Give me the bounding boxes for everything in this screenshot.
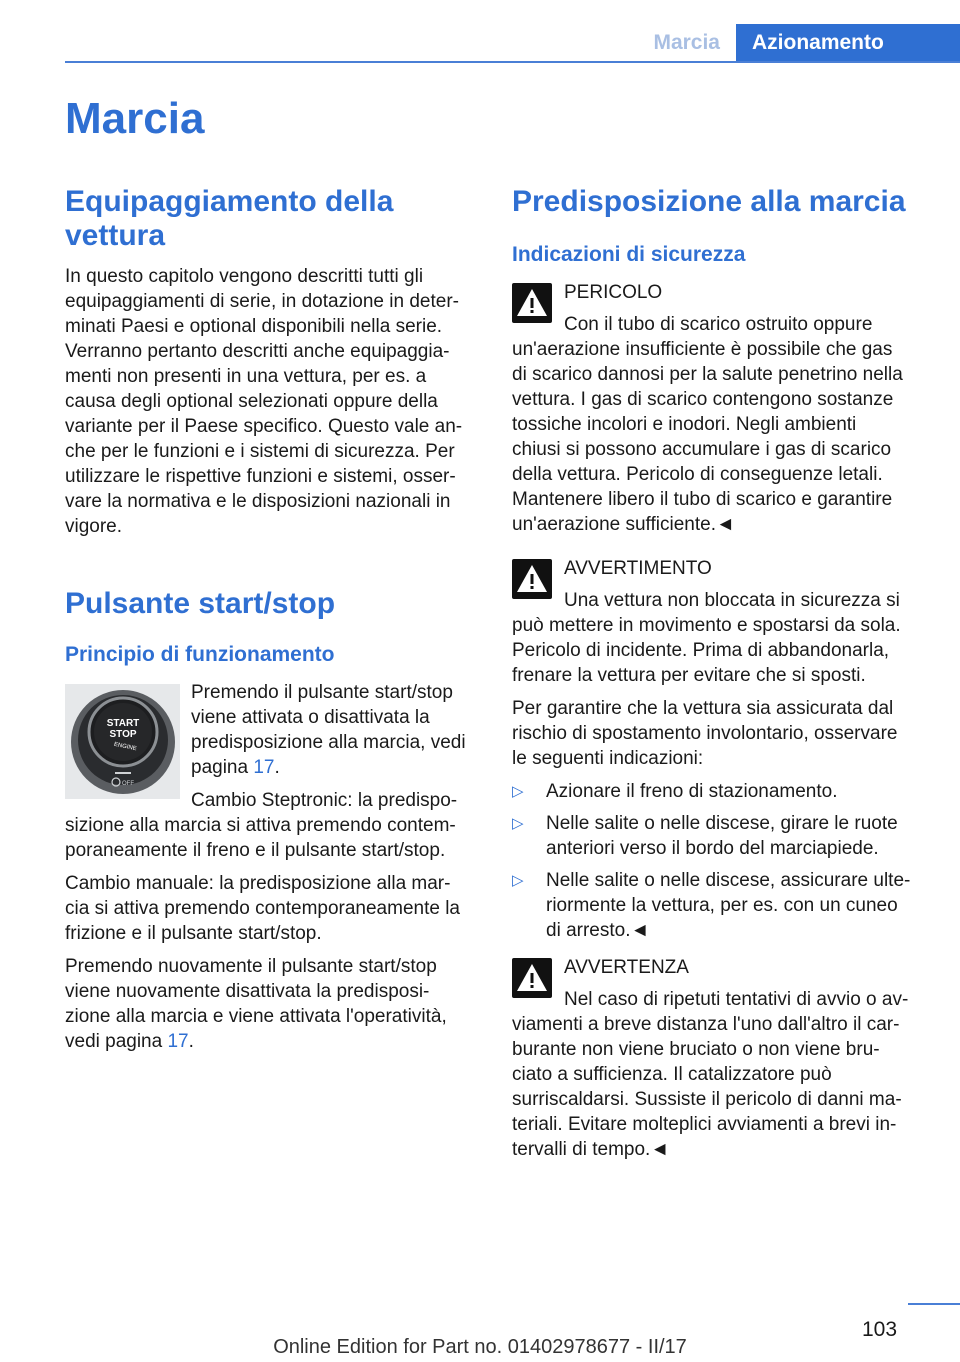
text-line: chiusi si possono accumulare i gas di scarico [512, 439, 892, 460]
page-title: Marcia [65, 94, 205, 143]
text-line: causa degli optional selezionati oppure della [65, 391, 438, 412]
engine-label: ENGINE [113, 741, 138, 753]
page-link-17[interactable]: 17 [167, 1031, 189, 1052]
pericolo-body [512, 337, 928, 537]
text-line: variante per il Paese specifico. Questo vale an‐ [65, 416, 463, 437]
text-fragment: pagina [191, 757, 254, 778]
warning-icon [512, 559, 552, 599]
heading-indicazioni-sicurezza: Indicazioni di sicurezza [512, 243, 746, 266]
text-line: di scarico dannosi per la salute penetrino nella [512, 364, 903, 385]
text-line: Cambio Steptronic: la predispo‐ [191, 790, 458, 811]
again-paragraph [65, 954, 481, 1054]
text-line: Verranno pertanto descritti anche equipaggia‐ [65, 341, 450, 362]
page-link-17[interactable]: 17 [253, 757, 275, 778]
text-line: della vettura. Pericolo di conseguenze letali. [512, 464, 883, 485]
text-line: Azionare il freno di stazionamento. [546, 781, 838, 802]
text-line: un'aerazione sufficiente.◄ [512, 514, 735, 535]
avvertimento-title: AVVERTIMENTO [564, 558, 712, 579]
list-item-text [546, 779, 926, 804]
text-line: teriali. Evitare molteplici avviamenti a brevi in‐ [512, 1114, 897, 1135]
list-item-text [546, 811, 926, 861]
text-line: rischio di spostamento involontario, osservare [512, 723, 898, 744]
text-line: minati Paesi e optional disponibili nella serie. [65, 316, 443, 337]
text-line: anteriori verso il bordo del marciapiede. [546, 838, 879, 859]
text-line: ciato a sufficienza. Il catalizzatore può [512, 1064, 832, 1085]
press-paragraph [191, 680, 481, 780]
bullet-triangle-icon: ▷ [512, 783, 524, 800]
steptronic-paragraph [65, 788, 481, 863]
avvertenza-first-line: Nel caso di ripetuti tentativi di avvio o av‐ [564, 989, 909, 1010]
footer-rule [908, 1303, 960, 1305]
text-line [65, 1029, 481, 1054]
text-line: vare la normativa e le disposizioni nazionali in [65, 491, 451, 512]
text-line: viene nuovamente disattivata la predisposi‐ [65, 981, 430, 1002]
equip-paragraph [65, 264, 477, 539]
pericolo-title: PERICOLO [564, 282, 663, 303]
text-line: Nelle salite o nelle discese, assicurare ulte‐ [546, 870, 911, 891]
warning-icon [512, 283, 552, 323]
text-line: Pericolo di incidente. Prima di abbandonarla, [512, 640, 890, 661]
list-item [512, 811, 928, 861]
text-line: che per le funzioni e i sistemi di sicurezza. Per [65, 441, 455, 462]
text-line: vettura. I gas di scarico contengono sostanze [512, 389, 894, 410]
text-line: di arresto.◄ [546, 920, 650, 941]
avvertenza-title: AVVERTENZA [564, 957, 689, 978]
text-line: surriscaldarsi. Sussiste il pericolo di danni ma‐ [512, 1089, 902, 1110]
text-line: le seguenti indicazioni: [512, 748, 704, 769]
text-line: Mantenere libero il tubo di scarico e garantire [512, 489, 893, 510]
text-line: predisposizione alla marcia, vedi [191, 732, 466, 753]
text-line: sizione alla marcia si attiva premendo contem‐ [65, 815, 456, 836]
text-line: Premendo nuovamente il pulsante start/stop [65, 956, 437, 977]
heading-predisposizione: Predisposizione alla marcia [512, 185, 906, 218]
text-line [191, 755, 481, 780]
bullet-triangle-icon: ▷ [512, 815, 524, 832]
text-line: viamenti a breve distanza l'uno dall'altro il car‐ [512, 1014, 900, 1035]
stop-label: STOP [109, 729, 137, 740]
heading-principio: Principio di funzionamento [65, 643, 335, 666]
header-tab-chapter[interactable]: Azionamento [736, 24, 960, 63]
avvertimento-body [512, 613, 928, 688]
start-label: START [106, 718, 140, 729]
text-line: un'aerazione insufficiente è possibile che gas [512, 339, 893, 360]
text-line: equipaggiamenti di serie, in dotazione in deter‐ [65, 291, 459, 312]
heading-equipaggiamento: Equipaggiamento della vettura [65, 185, 394, 252]
text-line: tossiche incolori e inodori. Negli ambienti [512, 414, 857, 435]
text-line: menti non presenti in una vettura, per es. a [65, 366, 427, 387]
text-line: vigore. [65, 516, 123, 537]
avvertenza-body [512, 1012, 928, 1162]
text-line: cia si attiva premendo contemporaneamente la [65, 898, 461, 919]
header-tab-section[interactable]: Marcia [653, 31, 720, 54]
text-line: utilizzare le rispettive funzioni e sistemi, osser‐ [65, 466, 456, 487]
heading-pulsante-start-stop: Pulsante start/stop [65, 587, 336, 620]
text-line: zione alla marcia e viene attivata l'operatività, [65, 1006, 447, 1027]
off-label: OFF [122, 781, 134, 787]
text-line: poraneamente il freno e il pulsante start/stop. [65, 840, 446, 861]
text-line: burante non viene bruciato o non viene bru‐ [512, 1039, 880, 1060]
start-stop-button-icon [65, 684, 180, 799]
text-line: frizione e il pulsante start/stop. [65, 923, 322, 944]
start-stop-button-image [65, 684, 180, 799]
text-line: Cambio manuale: la predisposizione alla mar‐ [65, 873, 451, 894]
text-line: tervalli di tempo.◄ [512, 1139, 670, 1160]
text-line: Premendo il pulsante start/stop [191, 682, 453, 703]
edition-footer: Online Edition for Part no. 01402978677 - II/17 [273, 1336, 687, 1358]
avvertimento-first-line: Una vettura non bloccata in sicurezza si [564, 590, 900, 611]
text-line: viene attivata o disattivata la [191, 707, 430, 728]
list-item [512, 868, 928, 943]
text-fragment: . [188, 1031, 194, 1052]
text-line: In questo capitolo vengono descritti tutti gli [65, 266, 424, 287]
page-number: 103 [862, 1318, 898, 1341]
text-line: Nelle salite o nelle discese, girare le ruote [546, 813, 898, 834]
header-rule [65, 61, 960, 63]
list-item-text [546, 868, 926, 943]
pericolo-first-line: Con il tubo di scarico ostruito oppure [564, 314, 873, 335]
text-fragment: . [274, 757, 280, 778]
text-line: può mettere in movimento e spostarsi da sola. [512, 615, 901, 636]
text-fragment: vedi pagina [65, 1031, 168, 1052]
text-line: frenare la vettura per evitare che si sposti. [512, 665, 866, 686]
garantire-paragraph [512, 696, 928, 771]
warning-icon [512, 958, 552, 998]
bullet-triangle-icon: ▷ [512, 872, 524, 889]
text-line: riormente la vettura, per es. con un cuneo [546, 895, 898, 916]
list-item [512, 779, 928, 804]
text-line: Per garantire che la vettura sia assicurata dal [512, 698, 894, 719]
manual-paragraph [65, 871, 481, 946]
